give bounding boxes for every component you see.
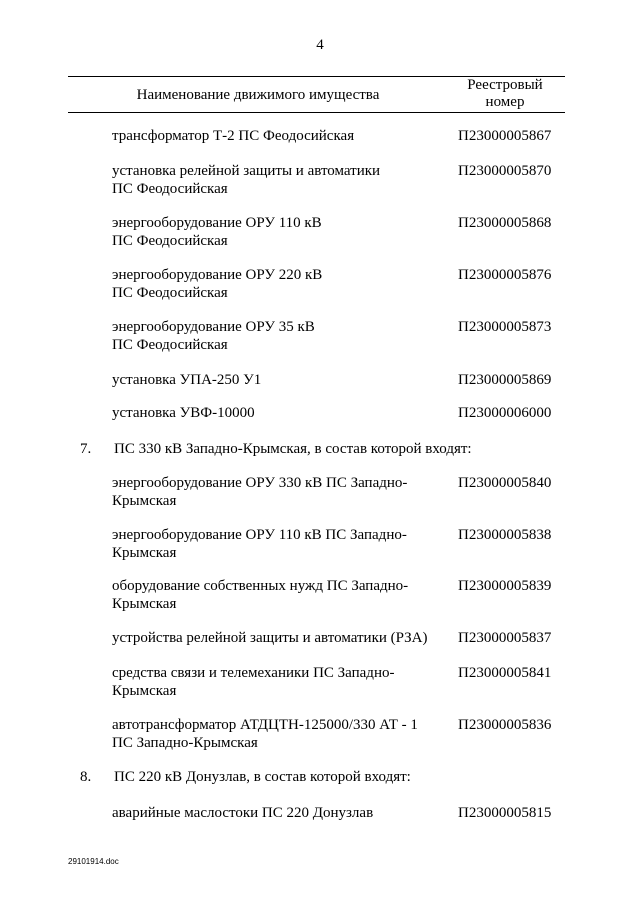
- header-rule-bottom: [68, 112, 565, 113]
- section-title: ПС 330 кВ Западно-Крымская, в состав которой входят:: [114, 441, 472, 457]
- section-number: 8.: [80, 769, 92, 785]
- item-name: энергооборудование ОРУ 35 кВ ПС Феодосийская: [112, 319, 315, 353]
- registry-number: П23000005869: [458, 372, 552, 388]
- column-header-name: Наименование движимого имущества: [136, 87, 380, 103]
- item-name: средства связи и телемеханики ПС Западно- Крымская: [112, 665, 395, 699]
- item-name: энергооборудование ОРУ 330 кВ ПС Западно- Крымская: [112, 475, 408, 509]
- section-title: ПС 220 кВ Донузлав, в состав которой входят:: [114, 769, 411, 785]
- registry-number: П23000005868: [458, 215, 552, 231]
- item-name: устройства релейной защиты и автоматики (РЗА): [112, 630, 428, 646]
- item-name: трансформатор Т-2 ПС Феодосийская: [112, 128, 355, 144]
- page-number: 4: [316, 37, 324, 53]
- registry-number: П23000005867: [458, 128, 552, 144]
- column-header-registry: [445, 77, 565, 111]
- document-code: 29101914.doc: [68, 857, 119, 866]
- registry-number: П23000005839: [458, 578, 552, 594]
- item-name: автотрансформатор АТДЦТН-125000/330 АТ - 1 ПС Западно-Крымская: [112, 717, 418, 751]
- registry-number: П23000006000: [458, 405, 552, 421]
- registry-number: П23000005815: [458, 805, 552, 821]
- item-name: энергооборудование ОРУ 110 кВ ПС Западно- Крымская: [112, 527, 407, 561]
- item-name: установка релейной защиты и автоматики ПС Феодосийская: [112, 163, 381, 197]
- column-header-registry-line2: номер: [485, 94, 525, 110]
- section-number: 7.: [80, 441, 92, 457]
- registry-number: П23000005838: [458, 527, 552, 543]
- registry-number: П23000005837: [458, 630, 552, 646]
- registry-number: П23000005836: [458, 717, 552, 733]
- item-name: установка УПА-250 У1: [112, 372, 262, 388]
- item-name: энергооборудование ОРУ 110 кВ ПС Феодосийская: [112, 215, 322, 249]
- registry-number: П23000005876: [458, 267, 552, 283]
- item-name: энергооборудование ОРУ 220 кВ ПС Феодосийская: [112, 267, 323, 301]
- registry-number: П23000005873: [458, 319, 552, 335]
- registry-number: П23000005840: [458, 475, 552, 491]
- item-name: установка УВФ-10000: [112, 405, 255, 421]
- registry-number: П23000005870: [458, 163, 552, 179]
- item-name: оборудование собственных нужд ПС Западно- Крымская: [112, 578, 409, 612]
- column-header-registry-line1: Реестровый: [467, 77, 543, 93]
- registry-number: П23000005841: [458, 665, 552, 681]
- item-name: аварийные маслостоки ПС 220 Донузлав: [112, 805, 374, 821]
